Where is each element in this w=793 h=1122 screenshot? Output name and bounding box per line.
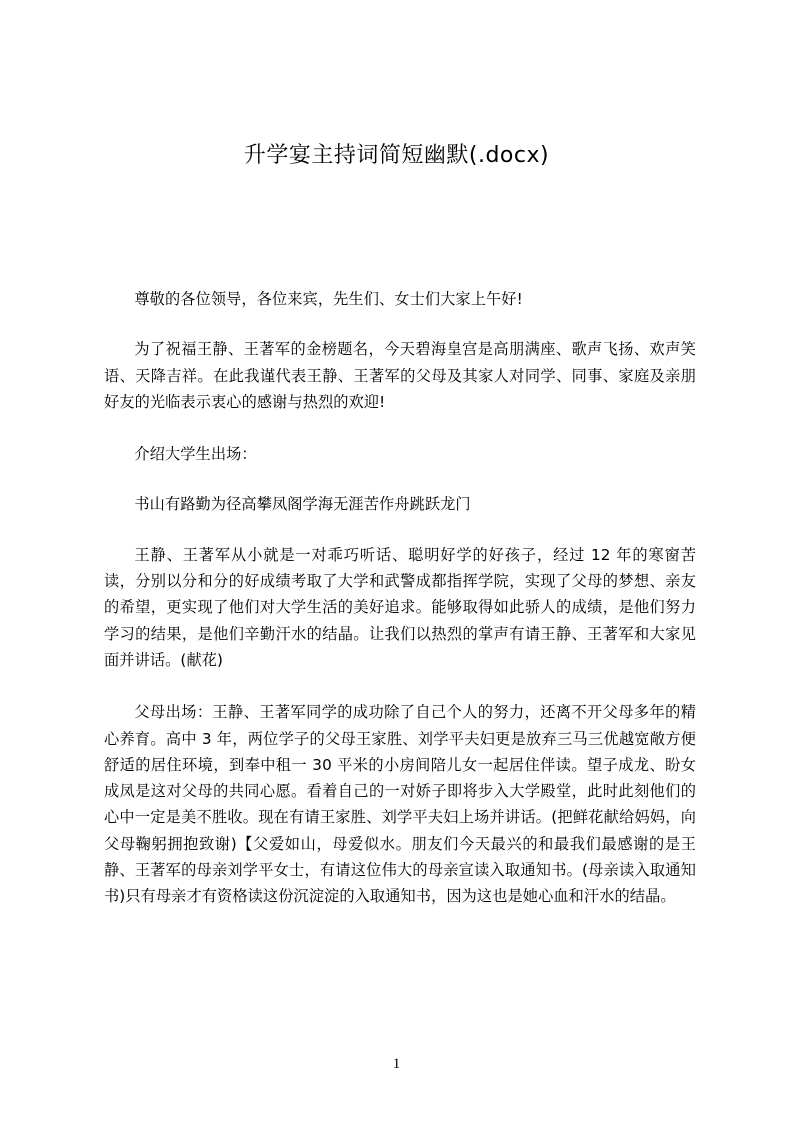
- paragraph-students-achievement: 王静、王著军从小就是一对乖巧听话、聪明好学的好孩子，经过 12 年的寒窗苦读，分别以分和分的好成绩考取了大学和武警成都指挥学院，实现了父母的梦想、亲友的希望，更实现了他们对大学生活的美好追求。能够取得如此骄人的成绩，是他们努力学习的结果，是他们辛勤汗水的结晶。让我们以热烈的掌声有请王静、王著军和大家见面并讲话。(献花): [104, 545, 696, 669]
- document-title: 升学宴主持词简短幽默(.docx): [243, 143, 550, 168]
- paragraph-welcome: 为了祝福王静、王著军的金榜题名，今天碧海皇宫是高朋满座、歌声飞扬、欢声笑语、天降吉祥。在此我谨代表王静、王著军的父母及其家人对同学、同事、家庭及亲朋好友的光临表示衷心的感谢与热烈的欢迎!: [104, 340, 696, 411]
- paragraph-couplet: 书山有路勤为径高攀凤阁学海无涯苦作舟跳跃龙门: [134, 495, 471, 514]
- document-body: [104, 286, 696, 936]
- paragraph-parents: 父母出场：王静、王著军同学的成功除了自己个人的努力，还离不开父母多年的精心养育。高中 3 年，两位学子的父母王家胜、刘学平夫妇更是放弃三马三优越宽敞方便舒适的居住环境，到奉中租一 30 平米的小房间陪儿女一起居住伴读。望子成龙、盼女成凤是这对父母的共同心愿。看着自己的一对娇子即将步入大学殿堂，此时此刻他们的心中一定是美不胜收。现在有请王家胜、刘学平夫妇上场并讲话。(把鲜花献给妈妈，向父母鞠躬拥抱致谢)【父爱如山，母爱似水。朋友们今天最兴的和最我们最感谢的是王静、王著军的母亲刘学平女士，有请这位伟大的母亲宣读入取通知书。(母亲读入取通知书)只有母亲才有资格读这份沉淀淀的入取通知书，因为这也是她心血和汗水的结晶。: [104, 703, 696, 906]
- paragraph-introduce-students: 介绍大学生出场：: [134, 445, 257, 464]
- paragraph-greeting: 尊敬的各位领导，各位来宾，先生们、女士们大家上午好!: [134, 290, 523, 308]
- page-number: 1: [392, 1056, 401, 1072]
